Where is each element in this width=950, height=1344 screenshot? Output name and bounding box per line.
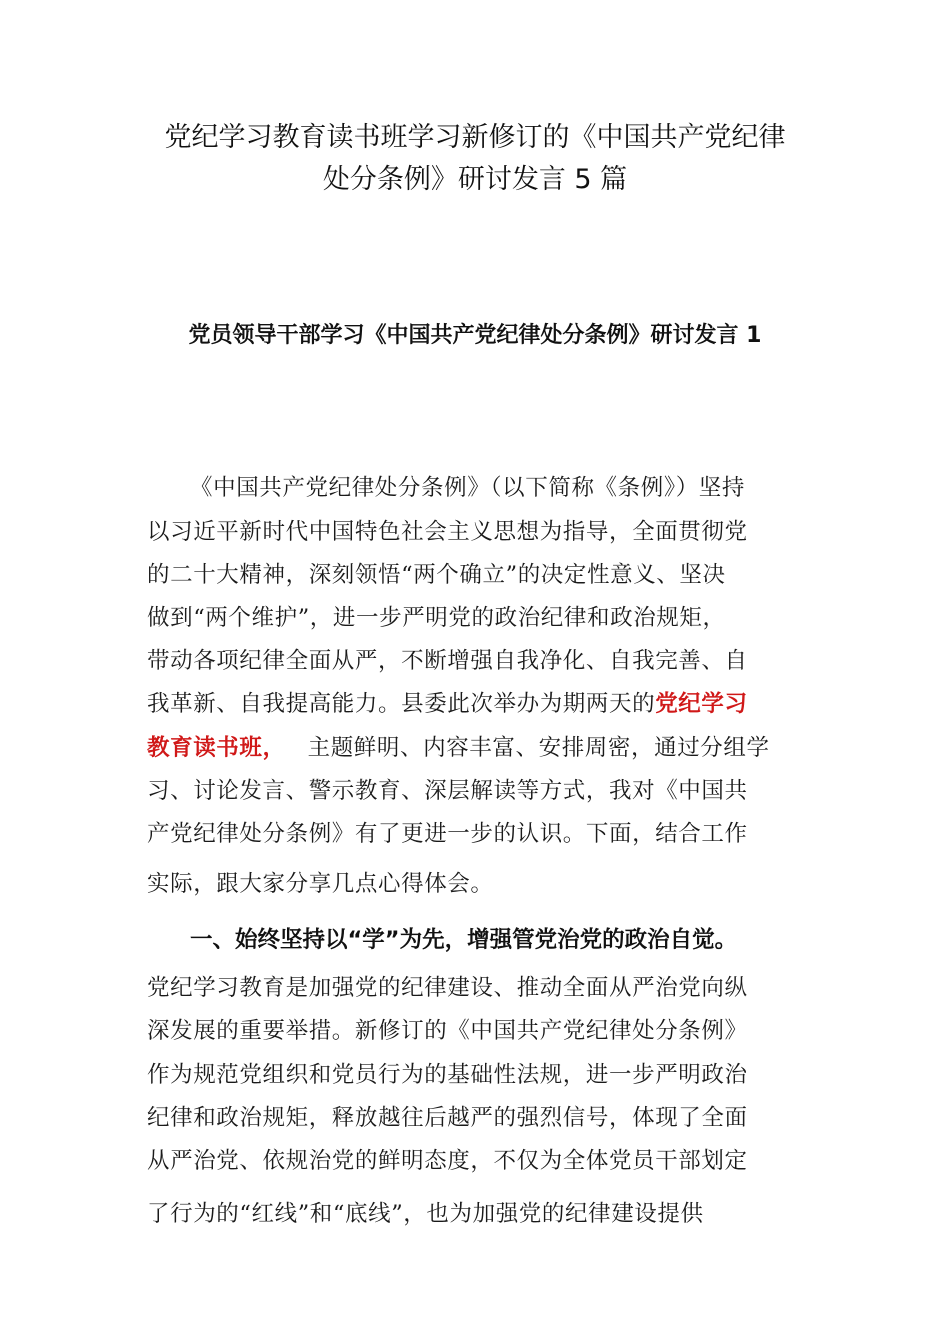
- paragraph-2-line-4: 纪律和政治规矩，释放越往后越严的强烈信号，体现了全面: [147, 1105, 748, 1131]
- paragraph-2-line-2: 深发展的重要举措。新修订的《中国共产党纪律处分条例》: [147, 1018, 748, 1044]
- document-title-line-2: 处分条例》研讨发言 5 篇: [322, 164, 628, 195]
- paragraph-1-line-2: 以习近平新时代中国特色社会主义思想为指导，全面贯彻党: [147, 519, 748, 545]
- highlight-text-1: 党纪学习: [655, 691, 748, 717]
- section-heading-1: 一、始终坚持以“学”为先，增强管党治党的政治自觉。: [190, 927, 738, 953]
- paragraph-1-line-4: 做到“两个维护”，进一步严明党的政治纪律和政治规矩，: [147, 605, 726, 631]
- paragraph-1-line-6-text: 我革新、自我提高能力。县委此次举办为期两天的: [147, 691, 656, 717]
- highlight-text-2: 教育读书班，: [147, 735, 286, 761]
- paragraph-1-line-7-text: 主题鲜明、内容丰富、安排周密，通过分组学: [307, 735, 770, 761]
- document-title-line-1: 党纪学习教育读书班学习新修订的《中国共产党纪律: [164, 122, 786, 153]
- paragraph-1-line-7: [147, 730, 812, 766]
- paragraph-1-line-8: 习、讨论发言、警示教育、深层解读等方式，我对《中国共: [147, 778, 748, 804]
- paragraph-1-line-1: 《中国共产党纪律处分条例》（以下简称《条例》）坚持: [190, 475, 746, 501]
- section-subtitle: 党员领导干部学习《中国共产党纪律处分条例》研讨发言 1: [188, 323, 762, 348]
- paragraph-1-line-10: 实际，跟大家分享几点心得体会。: [147, 871, 494, 897]
- paragraph-1-line-6: [147, 686, 812, 722]
- paragraph-2-line-5: 从严治党、依规治党的鲜明态度，不仅为全体党员干部划定: [147, 1148, 748, 1174]
- paragraph-2-line-6: 了行为的“红线”和“底线”，也为加强党的纪律建设提供: [147, 1201, 704, 1227]
- paragraph-1-line-9: 产党纪律处分条例》有了更进一步的认识。下面，结合工作: [147, 821, 748, 847]
- paragraph-1-line-3: 的二十大精神，深刻领悟“两个确立”的决定性意义、坚决: [147, 562, 726, 588]
- paragraph-2-line-1: 党纪学习教育是加强党的纪律建设、推动全面从严治党向纵: [147, 975, 748, 1001]
- paragraph-1-line-5: 带动各项纪律全面从严，不断增强自我净化、自我完善、自: [147, 648, 748, 674]
- paragraph-2-line-3: 作为规范党组织和党员行为的基础性法规，进一步严明政治: [147, 1062, 748, 1088]
